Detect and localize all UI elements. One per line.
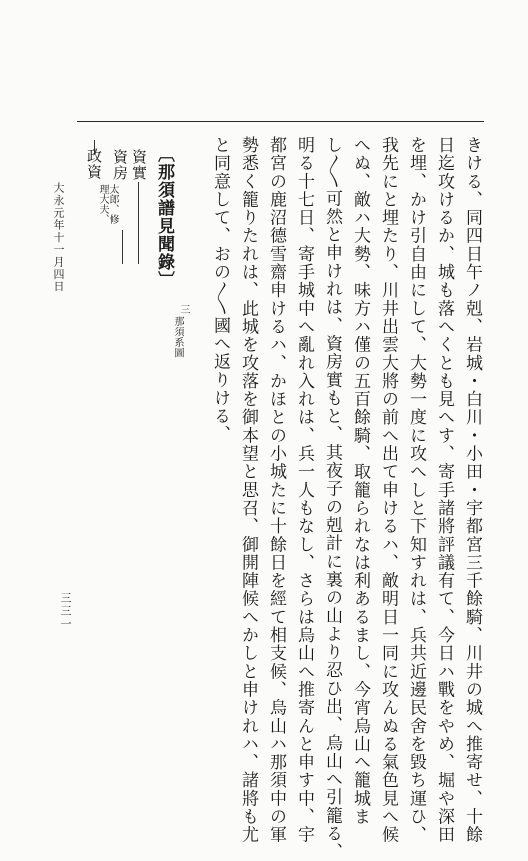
text-column-1: きける、同四日午ノ剋、岩城・白川・小田・宇都宮三千餘騎、川井の城へ推寄せ、十餘 xyxy=(462,136,482,844)
text-column-9: 勢悉く籠りたれは、此城を攻落を御本望と思召、御開陣候へかしと申けれハ、諸將も尤 xyxy=(238,136,258,844)
genealogy-branch-note-1: 太郎、修 xyxy=(107,184,118,224)
section-number: 三 xyxy=(178,304,189,314)
genealogy-line-top xyxy=(138,182,139,264)
text-column-7: 明る十七日、寄手城中へ亂れ入れは、兵一人もなし、さらは烏山へ推寄んと申す中、宇 xyxy=(294,136,314,844)
text-column-6: し〳〵可然と申けれは、資房實もと、其夜子の剋計に裏の山より忍ひ出、烏山へ引籠る、 xyxy=(322,136,342,861)
genealogy-branch-name: 資房 xyxy=(111,149,129,181)
section-small-label: 那須系圖 xyxy=(172,316,183,358)
genealogy-top-name: 資實 xyxy=(130,149,148,181)
genealogy-bottom-name: 政資 xyxy=(85,148,103,180)
text-column-4: 我先にと埋たり、川井出雲大將の前へ出て申けるハ、敵明日一同に攻んぬる氣色見へ候 xyxy=(378,136,398,844)
text-column-8: 都宮の鹿沼德雪齋申けるハ、かほとの小城たに十餘日を經て相支候、烏山ハ那須中の軍 xyxy=(266,136,286,844)
text-column-2: 日迄攻けるか、城も落へくとも見へす、寄手諸將評議有て、今日ハ戰をやめ、堀や深田 xyxy=(434,136,454,844)
document-heading: 〔那須譜見聞錄〕 xyxy=(154,145,174,289)
text-column-3: を埋、かけ引自由にして、大勢一度に攻へしと下知すれは、兵共近邊民舍を毀ち運ひ、 xyxy=(406,136,426,844)
header-rule xyxy=(77,121,484,122)
document-date: 大永元年十一月四日 xyxy=(52,182,65,293)
page-number: 三三一 xyxy=(59,592,72,631)
text-column-10: と同意して、おの〳〵國へ返りける、 xyxy=(210,136,230,444)
genealogy-branch-note-2: 理大夫、 xyxy=(97,184,108,224)
genealogy-line-mid xyxy=(122,230,123,264)
text-column-5: へぬ、敵ハ大勢、味方ハ僅の五百餘騎、取籠られなは利あるまし、今宵烏山へ籠城ま xyxy=(350,136,370,826)
